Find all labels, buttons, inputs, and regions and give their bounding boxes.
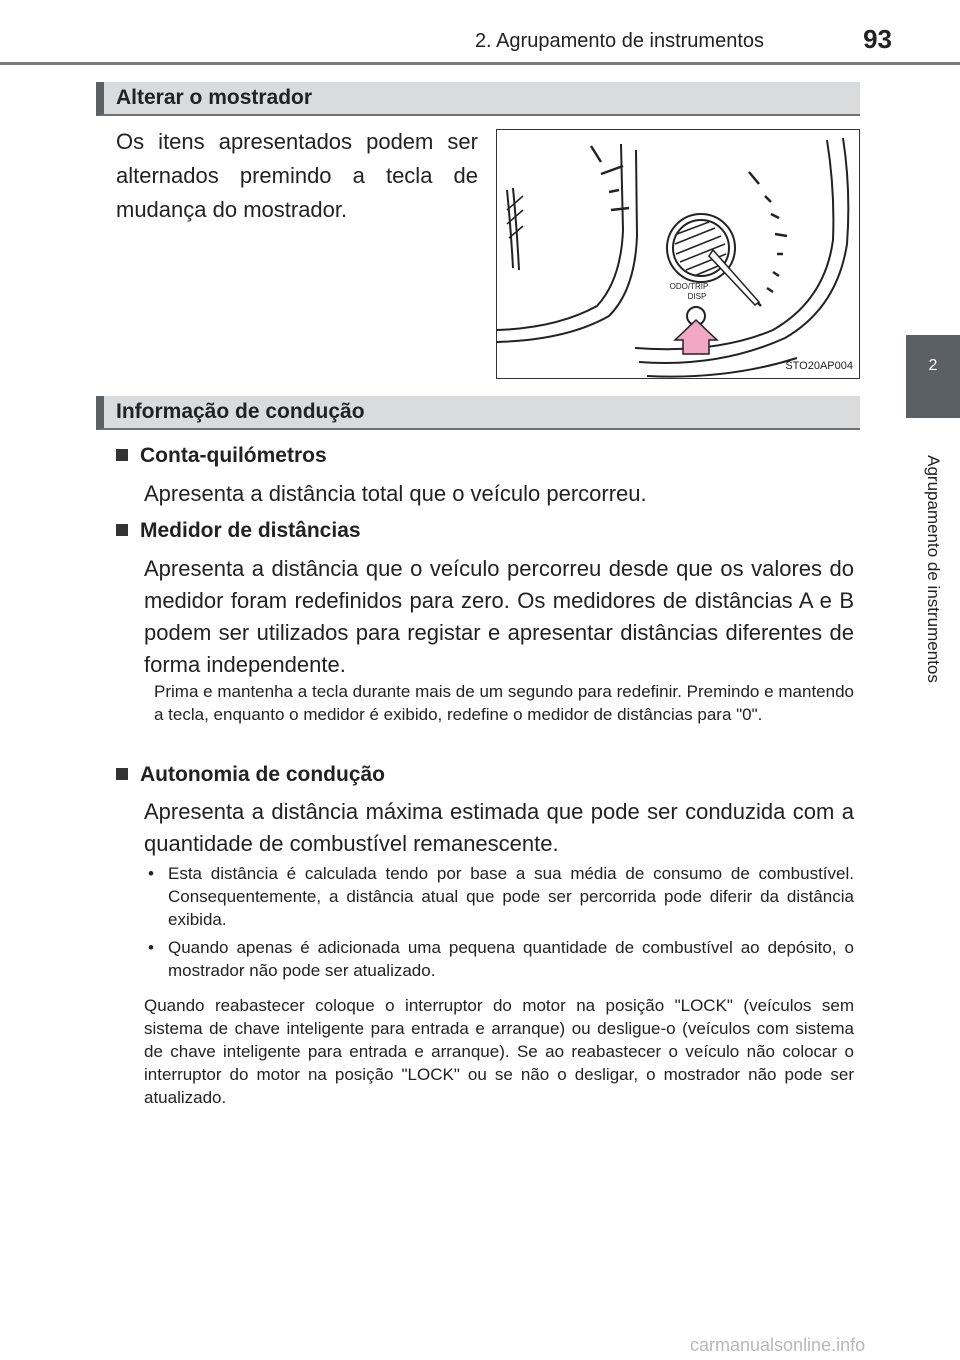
item-note-medidor: Prima e mantenha a tecla durante mais de um segundo para redefinir. Premindo e mantendo a tecla, enquanto o medidor é exibido, redefine o medidor de distâncias para "0". (154, 682, 854, 724)
footer-watermark[interactable]: carmanualsonline.info (690, 1335, 866, 1355)
list-item: • Quando apenas é adicionada uma pequena quantidade de combustível ao depósito, o mostrador não pode ser atualizado. (148, 938, 854, 980)
figure-code: STO20AP004 (785, 360, 853, 372)
item-text-conta-quilometros: Apresenta a distância total que o veículo percorreu. (144, 481, 647, 506)
chapter-title: 2. Agrupamento de instrumentos (474, 30, 764, 52)
section-title: Alterar o mostrador (116, 86, 313, 109)
square-bullet-icon (116, 768, 128, 780)
header-rule (0, 62, 960, 65)
cluster-illustration (497, 130, 860, 379)
side-tab-label (906, 418, 960, 720)
section-title: Informação de condução (116, 400, 365, 423)
bullet-dot-icon: • (148, 864, 154, 883)
square-bullet-icon (116, 524, 128, 536)
button-label-line2: DISP (687, 292, 707, 301)
item-heading-autonomia: Autonomia de condução (116, 763, 385, 787)
item-heading-medidor: Medidor de distâncias (116, 519, 361, 543)
side-tab[interactable] (906, 335, 960, 418)
bullet-dot-icon: • (148, 938, 154, 957)
list-item: • Esta distância é calculada tendo por base a sua média de consumo de combustível. Consequentemente, a distância atual que pode ser percorrida pode diferir da distância exibida. (148, 864, 854, 929)
side-tab-label-text: Agrupamento de instrumentos (924, 455, 943, 683)
item-heading-conta-quilometros: Conta-quilómetros (116, 444, 327, 468)
section-header-alterar (96, 82, 860, 116)
side-tab-number: 2 (928, 357, 938, 374)
square-bullet-icon (116, 449, 128, 461)
page-number: 93 (863, 24, 892, 54)
instrument-cluster-figure (496, 129, 860, 379)
section-header-informacao (96, 396, 860, 430)
button-label-line1: ODO/TRIP (669, 282, 709, 291)
refuel-paragraph: Quando reabastecer coloque o interruptor do motor na posição "LOCK" (veículos sem sistema de chave inteligente para entrada e arranque) ou desligue-o (veículos com sistema de chave inteligente para entrada e arranque). Se ao reabastecer o veículo não colocar o interruptor do motor na posição "LOCK" ou se não o desligar, o mostrador não pode ser atualizado. (144, 996, 854, 1107)
item-text-medidor: Apresenta a distância que o veículo percorreu desde que os valores do medidor foram redefinidos para zero. Os medidores de distâncias A e B podem ser utilizados para registar e apresentar distâncias diferentes de forma independente. (144, 556, 854, 677)
intro-paragraph: Os itens apresentados podem ser alternados premindo a tecla de mudança do mostrador. (116, 129, 478, 222)
item-text-autonomia: Apresenta a distância máxima estimada que pode ser conduzida com a quantidade de combustível remanescente. (144, 799, 854, 856)
